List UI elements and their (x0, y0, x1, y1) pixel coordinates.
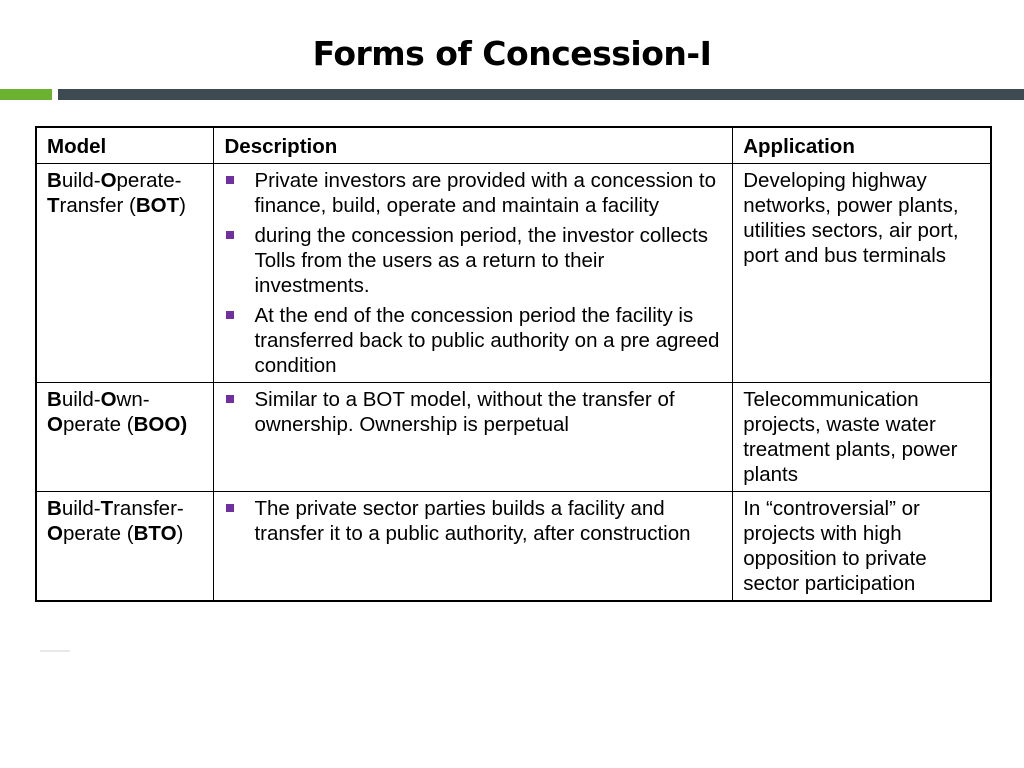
description-bullet-item (224, 496, 722, 546)
model-text-segment: ( (121, 413, 134, 436)
faint-line (40, 650, 70, 652)
model-text-segment: B (47, 497, 62, 520)
model-text-segment: uild- (61, 169, 101, 192)
model-text-segment: ransfer (59, 194, 124, 217)
description-cell (214, 492, 733, 602)
model-text-segment: ) (176, 522, 184, 545)
model-text-segment: ) (179, 194, 186, 217)
description-text: At the end of the concession period the facility is transferred back to public authority on a pre agreed condition (254, 304, 720, 377)
table-row-boo (36, 383, 991, 492)
table-header-row (36, 127, 991, 164)
model-text-segment: ( (123, 194, 136, 217)
square-bullet-icon (226, 176, 234, 184)
accent-bar-green (0, 89, 52, 100)
application-cell: In “controversial” or projects with high opposition to private sector participation (733, 492, 991, 602)
table-row-bto (36, 492, 991, 602)
description-cell (214, 164, 733, 383)
description-text: during the concession period, the investor collects Tolls from the users as a return to their investments. (254, 224, 709, 297)
model-text-segment: O (100, 388, 117, 411)
description-text: Private investors are provided with a concession to finance, build, operate and maintain a facility (254, 169, 716, 217)
description-cell (214, 383, 733, 492)
square-bullet-icon (226, 311, 234, 319)
model-text-segment: B (47, 388, 62, 411)
model-text-segment: T (47, 194, 60, 217)
model-text-segment: ( (121, 522, 134, 545)
model-text-segment: ransfer- (113, 497, 184, 520)
model-text-segment: O (47, 413, 63, 436)
application-cell: Telecommunication projects, waste water treatment plants, power plants (733, 383, 991, 492)
concession-table (35, 126, 992, 602)
square-bullet-icon (226, 504, 234, 512)
table-row-bot (36, 164, 991, 383)
table-body (36, 164, 991, 602)
description-list (224, 496, 722, 546)
description-bullet-item (224, 168, 722, 218)
slide-title: Forms of Concession-I (312, 34, 712, 73)
square-bullet-icon (226, 395, 234, 403)
model-text-segment: BOO) (133, 413, 188, 436)
model-text-segment: uild- (61, 388, 101, 411)
application-cell: Developing highway networks, power plants, utilities sectors, air port, port and bus terminals (733, 164, 991, 383)
description-list (224, 168, 722, 378)
description-text: Similar to a BOT model, without the transfer of ownership. Ownership is perpetual (254, 388, 675, 436)
description-list (224, 387, 722, 437)
model-cell (36, 492, 214, 602)
model-cell (36, 383, 214, 492)
model-text-segment: T (100, 497, 114, 520)
model-text-segment: uild- (61, 497, 101, 520)
description-text: The private sector parties builds a facility and transfer it to a public authority, after construction (254, 497, 691, 545)
model-text-segment: O (47, 522, 63, 545)
square-bullet-icon (226, 231, 234, 239)
model-cell (36, 164, 214, 383)
description-bullet-item (224, 303, 722, 378)
header-application: Application (733, 127, 991, 164)
header-description: Description (214, 127, 733, 164)
model-text-segment: perate- (116, 169, 182, 192)
model-text-segment: BOT (135, 194, 180, 217)
description-bullet-item (224, 223, 722, 298)
model-text-segment: perate (62, 413, 122, 436)
description-bullet-item (224, 387, 722, 437)
model-text-segment: B (47, 169, 62, 192)
accent-bar-dark (58, 89, 1024, 100)
model-text-segment: wn- (116, 388, 150, 411)
model-text-segment: BTO (133, 522, 177, 545)
model-text-segment: perate (62, 522, 122, 545)
header-model: Model (36, 127, 214, 164)
model-text-segment: O (100, 169, 117, 192)
